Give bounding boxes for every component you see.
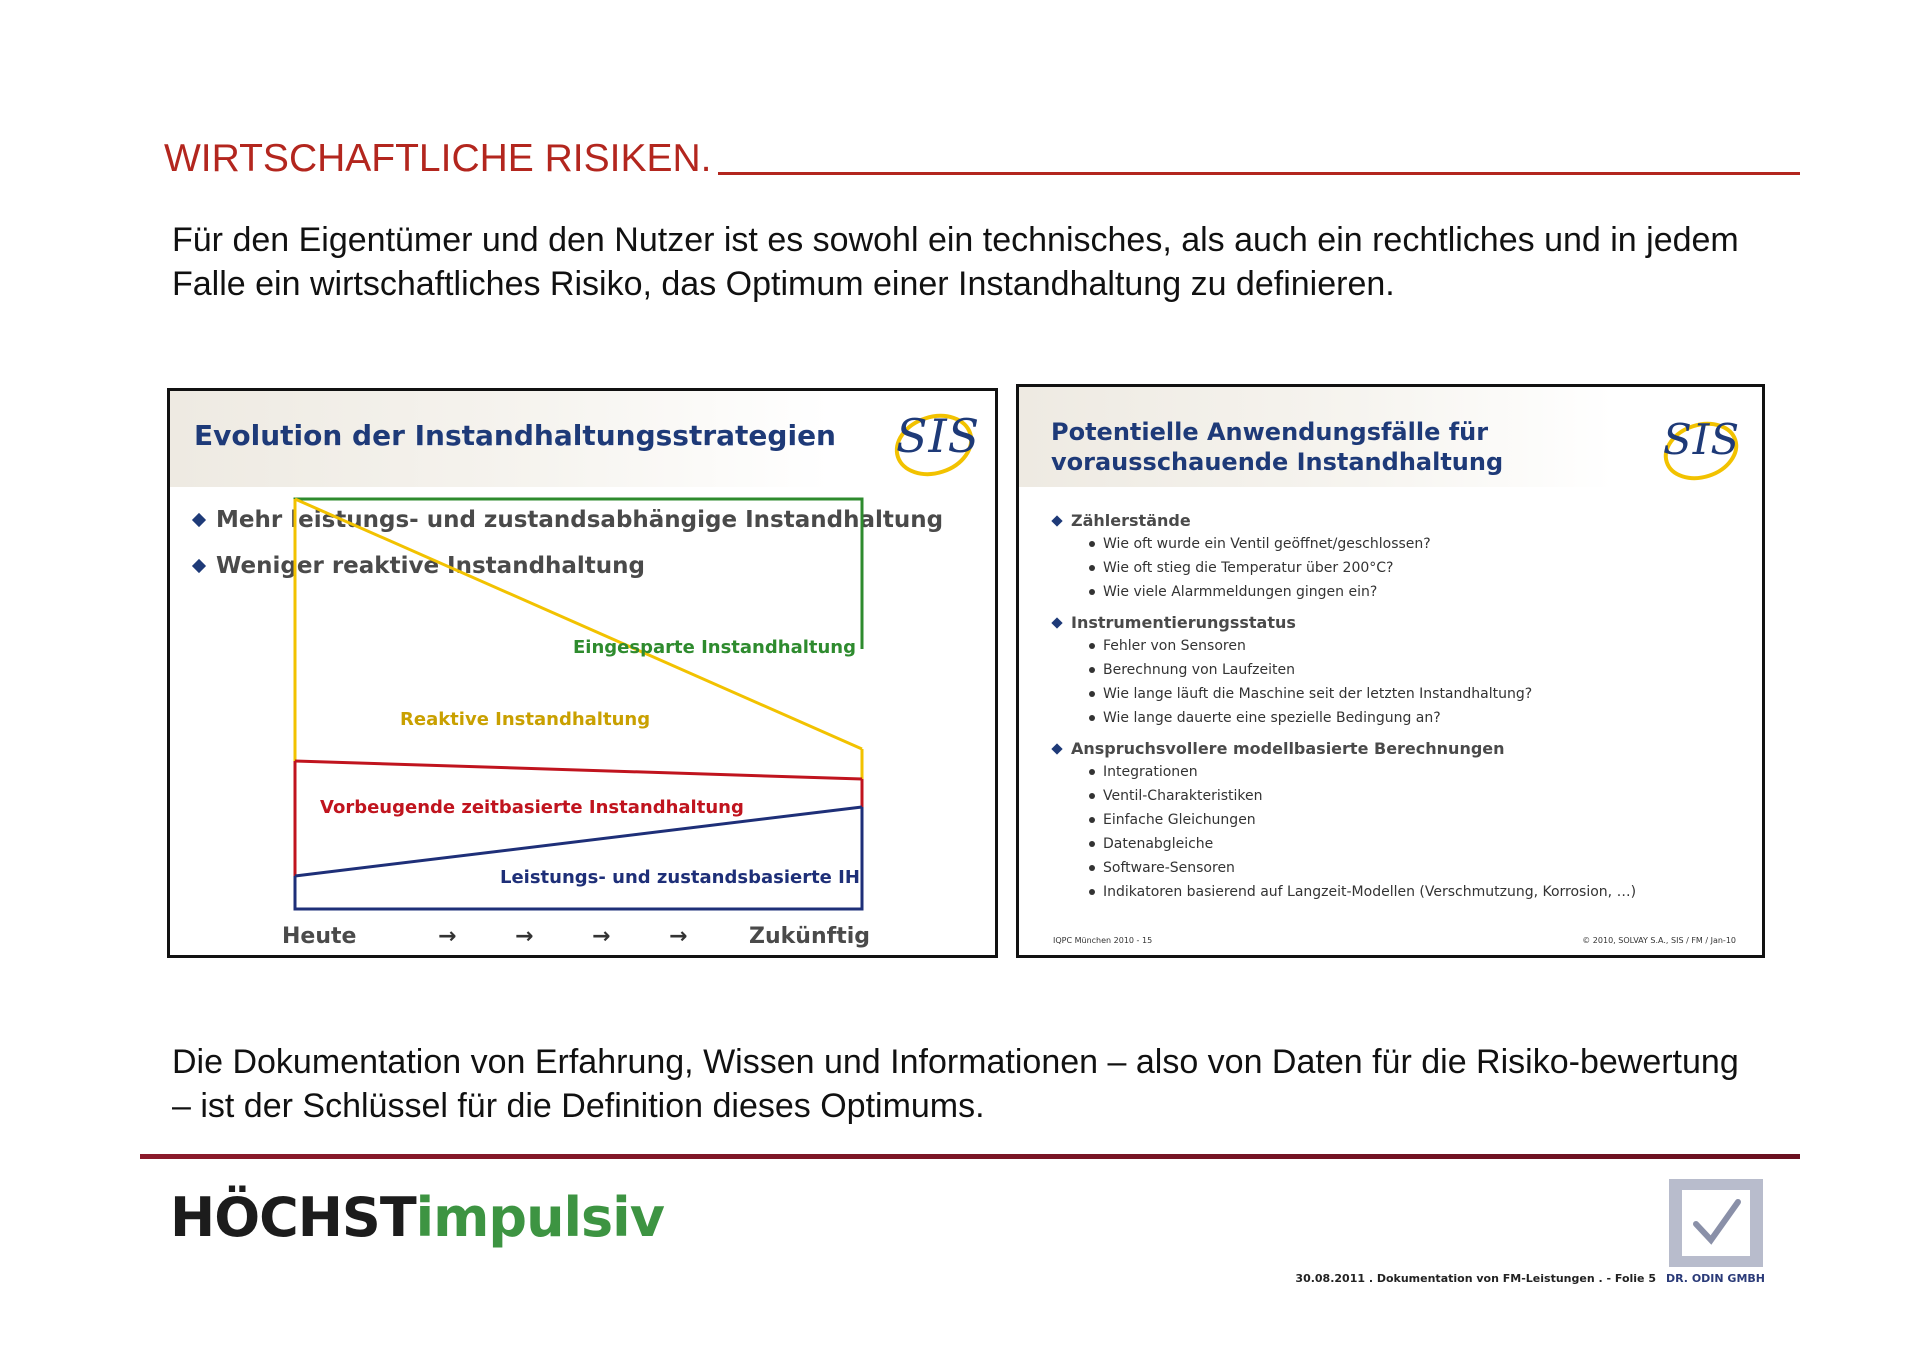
dot-bullet-icon (1089, 793, 1095, 799)
outro-paragraph: Die Dokumentation von Erfahrung, Wissen und Informationen – also von Daten für die Risiko-bewertung – ist der Schlüssel für die Definition dieses Optimums. (172, 1043, 1739, 1125)
list-item (1089, 686, 1532, 702)
dot-bullet-icon (1089, 865, 1095, 871)
title-underline (718, 172, 1800, 175)
checkmark-logo-icon (1666, 1176, 1766, 1270)
dot-bullet-icon (1089, 589, 1095, 595)
right-slide-title-line2: vorausschauende Instandhaltung (1051, 448, 1504, 476)
list-item-text: Einfache Gleichungen (1103, 812, 1256, 828)
sis-logo-text: SIS (896, 409, 981, 463)
slide-title-row (164, 128, 1800, 178)
dot-bullet-icon (1089, 841, 1095, 847)
label-leistungs: Leistungs- und zustandsbasierte IH (500, 867, 860, 888)
strategy-diagram (170, 391, 998, 958)
dot-bullet-icon (1089, 889, 1095, 895)
left-bullet-2-text: Weniger reaktive Instandhaltung (216, 553, 646, 579)
group-heading-1-text: Zählerstände (1071, 511, 1191, 530)
diagram-green-border (295, 499, 862, 649)
list-item-text: Wie oft wurde ein Ventil geöffnet/geschlossen? (1103, 536, 1431, 552)
axis-start-label: Heute (282, 924, 357, 949)
right-slide-footer-right: © 2010, SOLVAY S.A., SIS / FM / Jan-10 (1582, 936, 1736, 945)
dot-bullet-icon (1089, 715, 1095, 721)
group-heading-3-text: Anspruchsvollere modellbasierte Berechnungen (1071, 739, 1505, 758)
dot-bullet-icon (1089, 565, 1095, 571)
list-item-text: Wie viele Alarmmeldungen gingen ein? (1103, 584, 1378, 600)
sis-logo-text: SIS (1663, 415, 1741, 464)
diagram-red-line (295, 761, 862, 779)
list-item (1089, 764, 1198, 780)
list-item (1089, 560, 1393, 576)
brand-logo (170, 1188, 664, 1248)
list-item-text: Software-Sensoren (1103, 860, 1235, 876)
list-item (1089, 812, 1256, 828)
sis-logo (1655, 407, 1745, 487)
list-item-text: Wie lange dauerte eine spezielle Bedingung an? (1103, 710, 1441, 726)
axis-end-label: Zukünftig (749, 924, 870, 949)
list-item (1089, 788, 1262, 804)
group-heading-2 (1053, 613, 1296, 632)
intro-paragraph: Für den Eigentümer und den Nutzer ist es sowohl ein technisches, als auch ein rechtliches und in jedem Falle ein wirtschaftliches Risiko, das Optimum einer Instandhaltung zu definieren. (172, 221, 1739, 303)
list-item-text: Ventil-Charakteristiken (1103, 788, 1263, 804)
group-heading-2-text: Instrumentierungsstatus (1071, 613, 1296, 632)
label-eingesparte: Eingesparte Instandhaltung (573, 637, 856, 658)
slide-title: WIRTSCHAFTLICHE RISIKEN. (164, 137, 712, 180)
company-name: DR. ODIN GMBH (1666, 1272, 1765, 1285)
list-item-text: Wie lange läuft die Maschine seit der letzten Instandhaltung? (1103, 686, 1533, 702)
left-bullet-1-text: Mehr leistungs- und zustandsabhängige Instandhaltung (216, 507, 944, 533)
diamond-bullet-icon (1051, 515, 1062, 526)
label-reaktive: Reaktive Instandhaltung (400, 709, 651, 730)
list-item (1089, 662, 1295, 678)
list-item (1089, 710, 1441, 726)
list-item-text: Indikatoren basierend auf Langzeit-Modellen (Verschmutzung, Korrosion, …) (1103, 884, 1637, 900)
axis-arrow-icon: → (438, 924, 457, 949)
diamond-bullet-icon (1051, 743, 1062, 754)
list-item-text: Datenabgleiche (1103, 836, 1214, 852)
left-slide-image (167, 388, 998, 958)
left-slide-title: Evolution der Instandhaltungsstrategien (194, 419, 836, 452)
axis-arrow-icon: → (592, 924, 611, 949)
right-slide-title-line1: Potentielle Anwendungsfälle für (1051, 418, 1489, 446)
right-slide-footer-left: IQPC München 2010 - 15 (1053, 936, 1153, 945)
axis-arrow-icon: → (515, 924, 534, 949)
list-item (1089, 638, 1246, 654)
footer-info: 30.08.2011 . Dokumentation von FM-Leistungen . - Folie 5 (1295, 1272, 1656, 1285)
list-item (1089, 884, 1636, 900)
list-item-text: Fehler von Sensoren (1103, 638, 1246, 654)
list-item (1089, 536, 1431, 552)
dot-bullet-icon (1089, 691, 1095, 697)
list-item-text: Wie oft stieg die Temperatur über 200°C? (1103, 560, 1394, 576)
list-item-text: Integrationen (1103, 764, 1198, 780)
dot-bullet-icon (1089, 643, 1095, 649)
brand-logo-colored: impulsiv (415, 1186, 664, 1249)
right-slide-title (1051, 417, 1521, 477)
diamond-bullet-icon (1051, 617, 1062, 628)
list-item-text: Berechnung von Laufzeiten (1103, 662, 1295, 678)
brand-logo-bold: HÖCHST (170, 1186, 416, 1249)
footer-divider (140, 1154, 1800, 1159)
axis-arrow-icon: → (669, 924, 688, 949)
dot-bullet-icon (1089, 667, 1095, 673)
list-item (1089, 584, 1377, 600)
dot-bullet-icon (1089, 817, 1095, 823)
label-vorbeugende: Vorbeugende zeitbasierte Instandhaltung (320, 797, 744, 818)
right-slide-image (1016, 384, 1765, 958)
dot-bullet-icon (1089, 541, 1095, 547)
group-heading-1 (1053, 511, 1191, 530)
list-item (1089, 836, 1213, 852)
diagram-blue-border (295, 807, 862, 909)
list-item (1089, 860, 1235, 876)
dot-bullet-icon (1089, 769, 1095, 775)
group-heading-3 (1053, 739, 1505, 758)
